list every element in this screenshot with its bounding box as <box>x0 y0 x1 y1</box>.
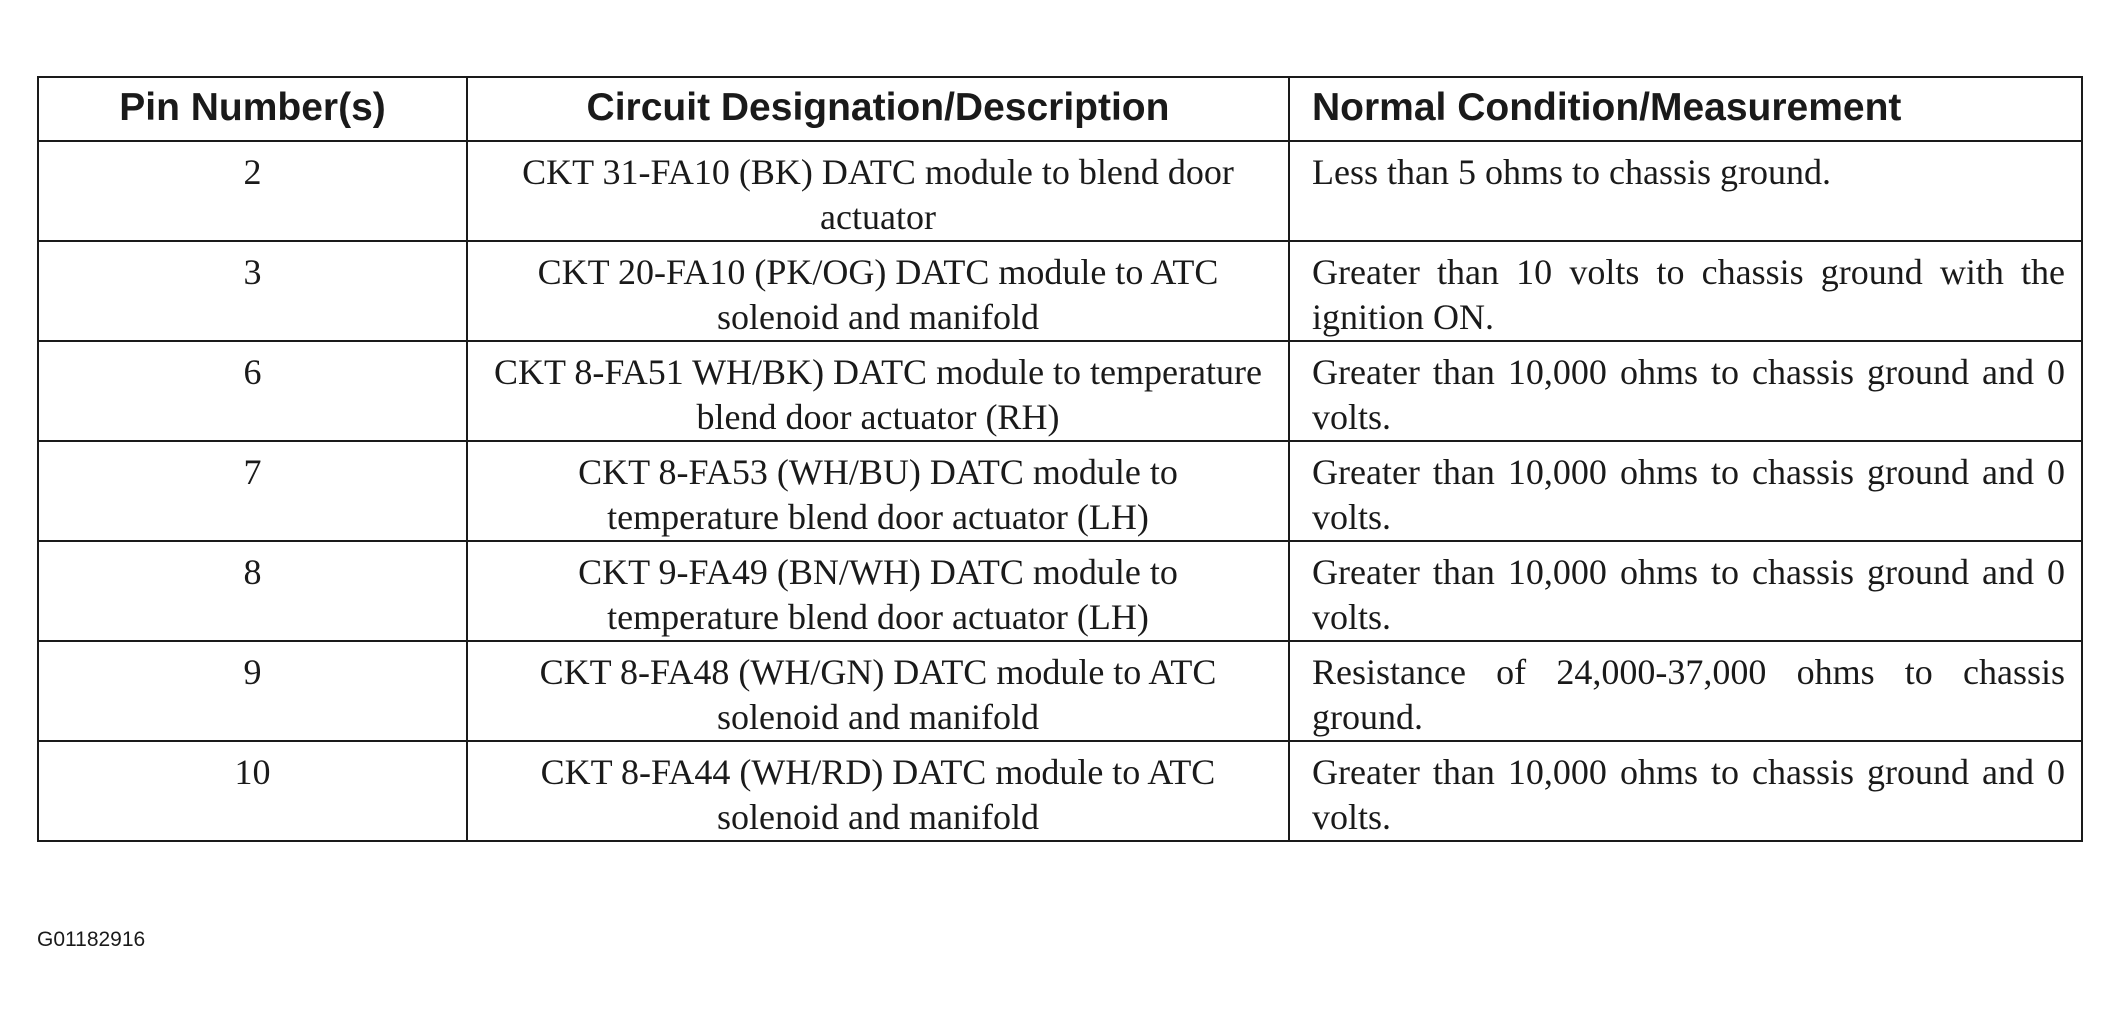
table-row <box>38 541 2082 641</box>
circuit-description-cell: CKT 8-FA51 WH/BK) DATC module to temperature blend door actuator (RH) <box>467 341 1289 441</box>
condition-cell: Resistance of 24,000-37,000 ohms to chassis ground. <box>1289 641 2082 741</box>
pin-number-cell: 8 <box>38 541 467 641</box>
pin-number-cell: 7 <box>38 441 467 541</box>
table-row <box>38 241 2082 341</box>
circuit-description-cell: CKT 9-FA49 (BN/WH) DATC module to temperature blend door actuator (LH) <box>467 541 1289 641</box>
pin-number-cell: 10 <box>38 741 467 841</box>
table-row <box>38 141 2082 241</box>
condition-cell: Greater than 10,000 ohms to chassis ground and 0 volts. <box>1289 541 2082 641</box>
table-row <box>38 441 2082 541</box>
header-normal-condition: Normal Condition/Measurement <box>1289 77 2082 141</box>
circuit-description-cell: CKT 8-FA44 (WH/RD) DATC module to ATC solenoid and manifold <box>467 741 1289 841</box>
table-row <box>38 341 2082 441</box>
header-pin-numbers: Pin Number(s) <box>38 77 467 141</box>
condition-cell: Greater than 10,000 ohms to chassis ground and 0 volts. <box>1289 441 2082 541</box>
condition-cell: Greater than 10,000 ohms to chassis ground and 0 volts. <box>1289 341 2082 441</box>
circuit-description-cell: CKT 8-FA48 (WH/GN) DATC module to ATC solenoid and manifold <box>467 641 1289 741</box>
table-row <box>38 641 2082 741</box>
condition-cell: Greater than 10,000 ohms to chassis ground and 0 volts. <box>1289 741 2082 841</box>
pin-number-cell: 2 <box>38 141 467 241</box>
pin-number-cell: 3 <box>38 241 467 341</box>
header-circuit-designation: Circuit Designation/Description <box>467 77 1289 141</box>
condition-cell: Less than 5 ohms to chassis ground. <box>1289 141 2082 241</box>
table-row <box>38 741 2082 841</box>
table-header-row <box>38 77 2082 141</box>
pin-number-cell: 6 <box>38 341 467 441</box>
circuit-description-cell: CKT 20-FA10 (PK/OG) DATC module to ATC solenoid and manifold <box>467 241 1289 341</box>
pinout-table-container <box>37 76 2081 842</box>
condition-cell: Greater than 10 volts to chassis ground with the ignition ON. <box>1289 241 2082 341</box>
figure-id: G01182916 <box>37 928 146 951</box>
pinout-table <box>37 76 2083 842</box>
circuit-description-cell: CKT 31-FA10 (BK) DATC module to blend door actuator <box>467 141 1289 241</box>
circuit-description-cell: CKT 8-FA53 (WH/BU) DATC module to temperature blend door actuator (LH) <box>467 441 1289 541</box>
pin-number-cell: 9 <box>38 641 467 741</box>
